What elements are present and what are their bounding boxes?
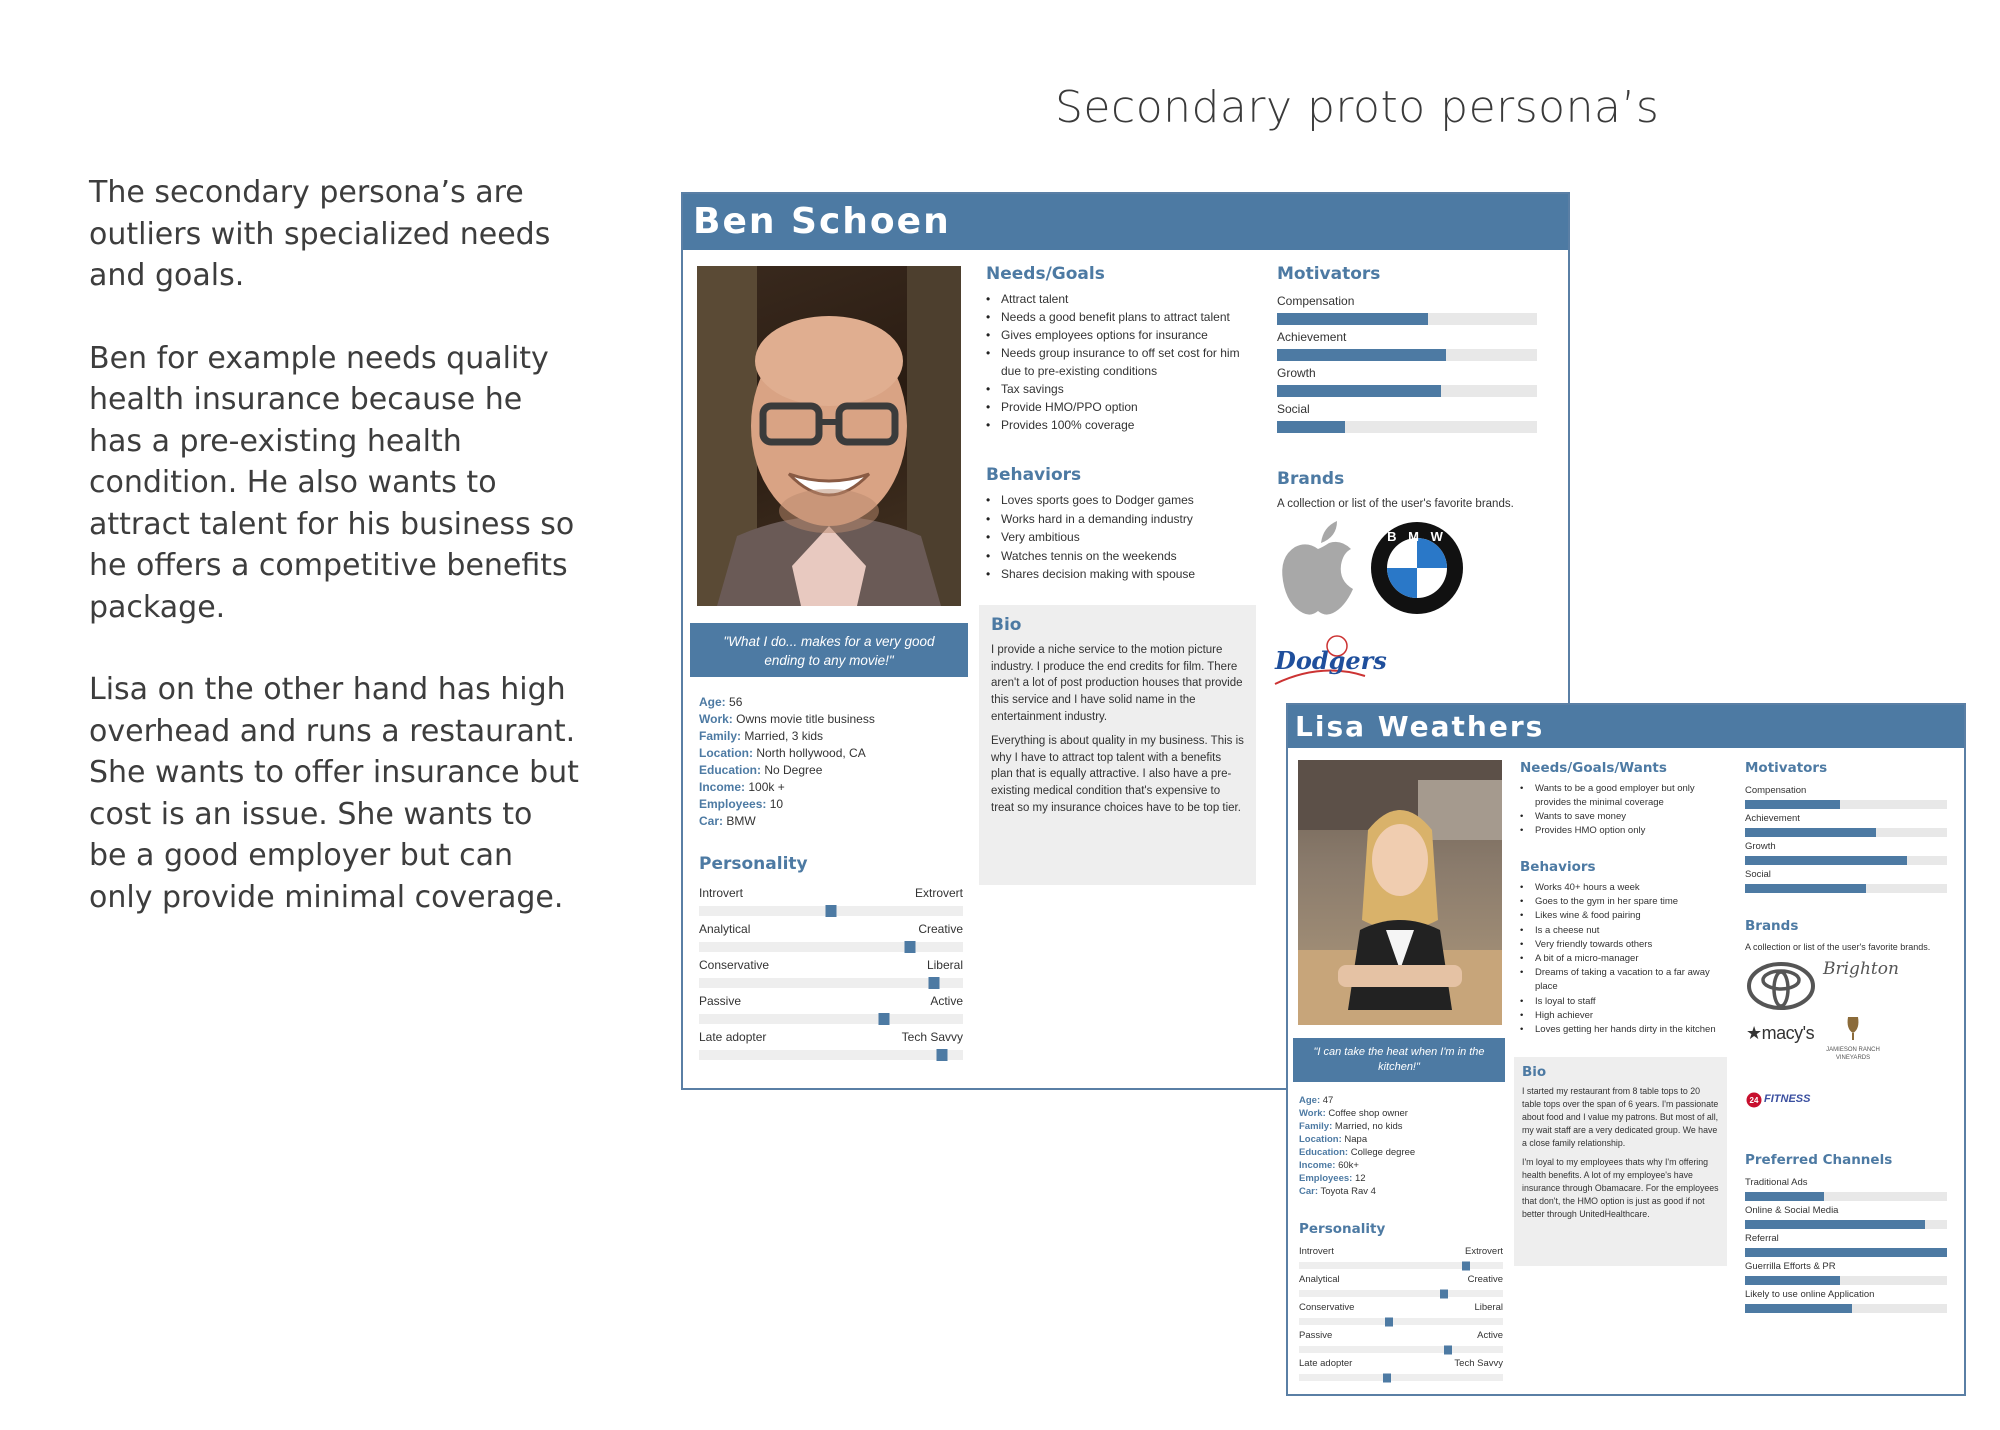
trait-row: Introvert Extrovert bbox=[1299, 1246, 1503, 1274]
list-item: • Watches tennis on the weekends bbox=[986, 547, 1254, 566]
list-item: • Likes wine & food pairing bbox=[1520, 909, 1726, 923]
fitness-badge-icon bbox=[1746, 1092, 1762, 1108]
channel-row: Likely to use online Application bbox=[1745, 1289, 1947, 1317]
bio-paragraph: I started my restaurant from 8 table tops to 20 table tops over the span of 6 years. I'm passionate about food and I value my patrons. But most of all, my wait staff are a very dedicated group. We have a close family relationship. bbox=[1522, 1086, 1719, 1148]
trait-row: Conservative Liberal bbox=[1299, 1302, 1503, 1330]
bio-heading: Bio bbox=[991, 615, 1022, 635]
list-item: • Wants to save money bbox=[1520, 810, 1726, 824]
trait-row: Analytical Creative bbox=[1299, 1274, 1503, 1302]
channel-row: Referral bbox=[1745, 1233, 1947, 1261]
persona-photo bbox=[697, 266, 961, 606]
motivators-bars bbox=[1277, 294, 1537, 438]
channel-bar-fill bbox=[1745, 1304, 1852, 1313]
slider-knob bbox=[928, 977, 939, 989]
jamieson-logo: JAMIESON RANCH VINEYARDS bbox=[1818, 1015, 1888, 1077]
list-item: • Tax savings bbox=[986, 380, 1254, 398]
fact-row: Work: Coffee shop owner bbox=[1299, 1108, 1408, 1119]
list-item: • Needs group insurance to off set cost for him due to pre-existing conditions bbox=[986, 344, 1254, 380]
fact-row: Car: Toyota Rav 4 bbox=[1299, 1186, 1376, 1197]
persona-quote: "What I do... makes for a very good ending to any movie!" bbox=[723, 634, 935, 668]
fact-row: Car: BMW bbox=[699, 814, 756, 828]
needs-heading: Needs/Goals/Wants bbox=[1520, 760, 1667, 776]
ben-portrait-illustration bbox=[697, 266, 961, 606]
persona-quote: "I can take the heat when I'm in the kitchen!" bbox=[1313, 1046, 1485, 1073]
list-item: • Works hard in a demanding industry bbox=[986, 510, 1254, 529]
brands-heading: Brands bbox=[1277, 469, 1345, 489]
list-item: • Gives employees options for insurance bbox=[986, 326, 1254, 344]
wine-glass-icon bbox=[1818, 1015, 1888, 1041]
behaviors-heading: Behaviors bbox=[986, 465, 1082, 485]
motivator-row: Social bbox=[1745, 869, 1947, 897]
channels-heading: Preferred Channels bbox=[1745, 1152, 1893, 1168]
list-item: • Very friendly towards others bbox=[1520, 938, 1726, 952]
fact-row: Employees: 10 bbox=[699, 797, 784, 811]
channels-bars bbox=[1745, 1177, 1947, 1317]
macys-logo: ★macy's bbox=[1746, 1023, 1815, 1043]
fact-row: Education: College degree bbox=[1299, 1147, 1416, 1158]
trait-row: Analytical Creative bbox=[699, 922, 963, 958]
intro-paragraph: Lisa on the other hand has high overhead and runs a restaurant. She wants to offer insurance but cost is an issue. She wants to be a good employer but can only provide minimal coverage. bbox=[89, 672, 579, 915]
persona-name-header bbox=[683, 194, 1568, 250]
motivator-row: Growth bbox=[1745, 841, 1947, 869]
intro-paragraph: Ben for example needs quality health insurance because he has a pre-existing health condition. He also wants to attract talent for his business so he offers a competitive benefits package. bbox=[89, 340, 575, 625]
behaviors-list bbox=[1520, 881, 1726, 1037]
bio-paragraph: I'm loyal to my employees thats why I'm offering health benefits. A lot of my employee's have insurance through Obamacare. For the employees that don't, the HMO option is just as good if not better through UnitedHealthcare. bbox=[1522, 1157, 1719, 1219]
motivator-bar-fill bbox=[1745, 828, 1876, 837]
slider-knob bbox=[1444, 1345, 1452, 1354]
bio-box bbox=[1514, 1057, 1727, 1266]
trait-row: Conservative Liberal bbox=[699, 958, 963, 994]
lisa-portrait-illustration bbox=[1298, 760, 1502, 1025]
channel-row: Guerrilla Efforts & PR bbox=[1745, 1261, 1947, 1289]
persona-name: Ben Schoen bbox=[693, 201, 951, 242]
dodgers-logo bbox=[1273, 632, 1387, 692]
brands-caption: A collection or list of the user's favorite brands. bbox=[1277, 498, 1514, 510]
brighton-logo: Brighton bbox=[1823, 959, 1899, 979]
list-item: • Loves sports goes to Dodger games bbox=[986, 491, 1254, 510]
list-item: • Loves getting her hands dirty in the kitchen bbox=[1520, 1023, 1726, 1037]
motivator-bar-fill bbox=[1277, 349, 1446, 361]
persona-quote-box bbox=[1293, 1038, 1505, 1082]
fact-row: Age: 47 bbox=[1299, 1095, 1334, 1106]
list-item: • Shares decision making with spouse bbox=[986, 565, 1254, 584]
channel-bar-fill bbox=[1745, 1276, 1840, 1285]
slider-knob bbox=[878, 1013, 889, 1025]
fact-row: Income: 100k + bbox=[699, 780, 785, 794]
persona-name-header bbox=[1288, 705, 1964, 748]
fact-row: Employees: 12 bbox=[1299, 1173, 1366, 1184]
behaviors-heading: Behaviors bbox=[1520, 859, 1596, 875]
motivator-row: Compensation bbox=[1745, 785, 1947, 813]
channel-bar-fill bbox=[1745, 1192, 1824, 1201]
trait-row: Late adopter Tech Savvy bbox=[699, 1030, 963, 1066]
fitness-logo bbox=[1746, 1091, 1826, 1109]
fact-row: Work: Owns movie title business bbox=[699, 712, 875, 726]
persona-quote-box bbox=[690, 623, 968, 677]
toyota-logo-icon bbox=[1746, 961, 1816, 1011]
trait-row: Passive Active bbox=[699, 994, 963, 1030]
needs-list bbox=[1520, 782, 1726, 838]
fact-row: Location: Napa bbox=[1299, 1134, 1368, 1145]
slider-knob bbox=[1440, 1289, 1448, 1298]
motivator-bar-fill bbox=[1745, 884, 1866, 893]
motivator-row: Social bbox=[1277, 402, 1537, 438]
trait-row: Passive Active bbox=[1299, 1330, 1503, 1358]
channel-row: Online & Social Media bbox=[1745, 1205, 1947, 1233]
list-item: • Dreams of taking a vacation to a far away place bbox=[1520, 966, 1726, 994]
trait-row: Late adopter Tech Savvy bbox=[1299, 1358, 1503, 1386]
list-item: • Very ambitious bbox=[986, 528, 1254, 547]
fitness-lettering: FITNESS bbox=[1764, 1093, 1811, 1105]
fact-row: Education: No Degree bbox=[699, 763, 823, 777]
list-item: • Provide HMO/PPO option bbox=[986, 398, 1254, 416]
list-item: • Goes to the gym in her spare time bbox=[1520, 895, 1726, 909]
persona-card-lisa bbox=[1286, 703, 1966, 1396]
motivator-bar-fill bbox=[1745, 856, 1907, 865]
list-item: • High achiever bbox=[1520, 1009, 1726, 1023]
bio-paragraph: Everything is about quality in my business. This is why I have to attract top talent with a benefits plan that is equally attractive. I also have a pre-existing medical condition that's expensive to treat so my insurance choices have to be top tier. bbox=[991, 734, 1244, 814]
motivator-bar-fill bbox=[1745, 800, 1840, 809]
motivators-bars bbox=[1745, 785, 1947, 897]
needs-list bbox=[986, 290, 1254, 434]
list-item: • Provides HMO option only bbox=[1520, 824, 1726, 838]
list-item: • Wants to be a good employer but only provides the minimal coverage bbox=[1520, 782, 1726, 810]
fact-row: Family: Married, 3 kids bbox=[699, 729, 824, 743]
needs-heading: Needs/Goals bbox=[986, 264, 1105, 284]
motivator-row: Achievement bbox=[1277, 330, 1537, 366]
motivator-bar-fill bbox=[1277, 313, 1428, 325]
fact-row: Income: 60k+ bbox=[1299, 1160, 1359, 1171]
svg-text:24: 24 bbox=[1749, 1096, 1759, 1105]
persona-photo bbox=[1298, 760, 1502, 1025]
apple-logo bbox=[1277, 519, 1359, 617]
channel-bar-fill bbox=[1745, 1220, 1925, 1229]
brands-caption: A collection or list of the user's favorite brands. bbox=[1745, 942, 1931, 952]
motivator-row: Compensation bbox=[1277, 294, 1537, 330]
slider-knob bbox=[905, 941, 916, 953]
personality-sliders bbox=[699, 886, 963, 1066]
motivator-row: Achievement bbox=[1745, 813, 1947, 841]
bmw-logo bbox=[1370, 521, 1464, 615]
motivators-heading: Motivators bbox=[1745, 760, 1828, 776]
list-item: • Is a cheese nut bbox=[1520, 924, 1726, 938]
behaviors-list bbox=[986, 491, 1254, 584]
motivator-bar-fill bbox=[1277, 421, 1345, 433]
personality-sliders bbox=[1299, 1246, 1503, 1386]
list-item: • A bit of a micro-manager bbox=[1520, 952, 1726, 966]
fact-row: Location: North hollywood, CA bbox=[699, 746, 866, 760]
bio-heading: Bio bbox=[1522, 1064, 1547, 1080]
slider-knob bbox=[1383, 1373, 1391, 1382]
slide-title: Secondary proto persona’s bbox=[1055, 82, 1660, 133]
bio-paragraph: I provide a niche service to the motion picture industry. I produce the end credits for film. There aren't a lot of post production houses that provide this service and I have solid name in the entertainment industry. bbox=[991, 643, 1243, 723]
slider-knob bbox=[826, 905, 837, 917]
fact-row: Age: 56 bbox=[699, 695, 743, 709]
persona-facts bbox=[699, 694, 967, 830]
slider-knob bbox=[1462, 1261, 1470, 1270]
brands-heading: Brands bbox=[1745, 918, 1799, 934]
list-item: • Provides 100% coverage bbox=[986, 416, 1254, 434]
bio-box bbox=[979, 605, 1256, 885]
trait-row: Introvert Extrovert bbox=[699, 886, 963, 922]
intro-paragraph: The secondary persona’s are outliers with specialized needs and goals. bbox=[89, 175, 551, 293]
list-item: • Is loyal to staff bbox=[1520, 995, 1726, 1009]
slider-knob bbox=[1385, 1317, 1393, 1326]
fact-row: Family: Married, no kids bbox=[1299, 1121, 1403, 1132]
personality-heading: Personality bbox=[699, 854, 808, 874]
personality-heading: Personality bbox=[1299, 1221, 1386, 1237]
toyota-logo bbox=[1746, 961, 1816, 1011]
intro-text bbox=[89, 172, 579, 959]
list-item: • Works 40+ hours a week bbox=[1520, 881, 1726, 895]
motivator-row: Growth bbox=[1277, 366, 1537, 402]
motivator-bar-fill bbox=[1277, 385, 1441, 397]
channel-bar-fill bbox=[1745, 1248, 1947, 1257]
persona-facts bbox=[1299, 1094, 1505, 1198]
list-item: • Attract talent bbox=[986, 290, 1254, 308]
list-item: • Needs a good benefit plans to attract talent bbox=[986, 308, 1254, 326]
slider-knob bbox=[936, 1049, 947, 1061]
dodgers-script: Dodgers bbox=[1275, 646, 1387, 675]
persona-name: Lisa Weathers bbox=[1295, 710, 1545, 743]
motivators-heading: Motivators bbox=[1277, 264, 1381, 284]
bmw-lettering: B M W bbox=[1387, 529, 1447, 544]
apple-logo-icon bbox=[1277, 519, 1359, 617]
channel-row: Traditional Ads bbox=[1745, 1177, 1947, 1205]
